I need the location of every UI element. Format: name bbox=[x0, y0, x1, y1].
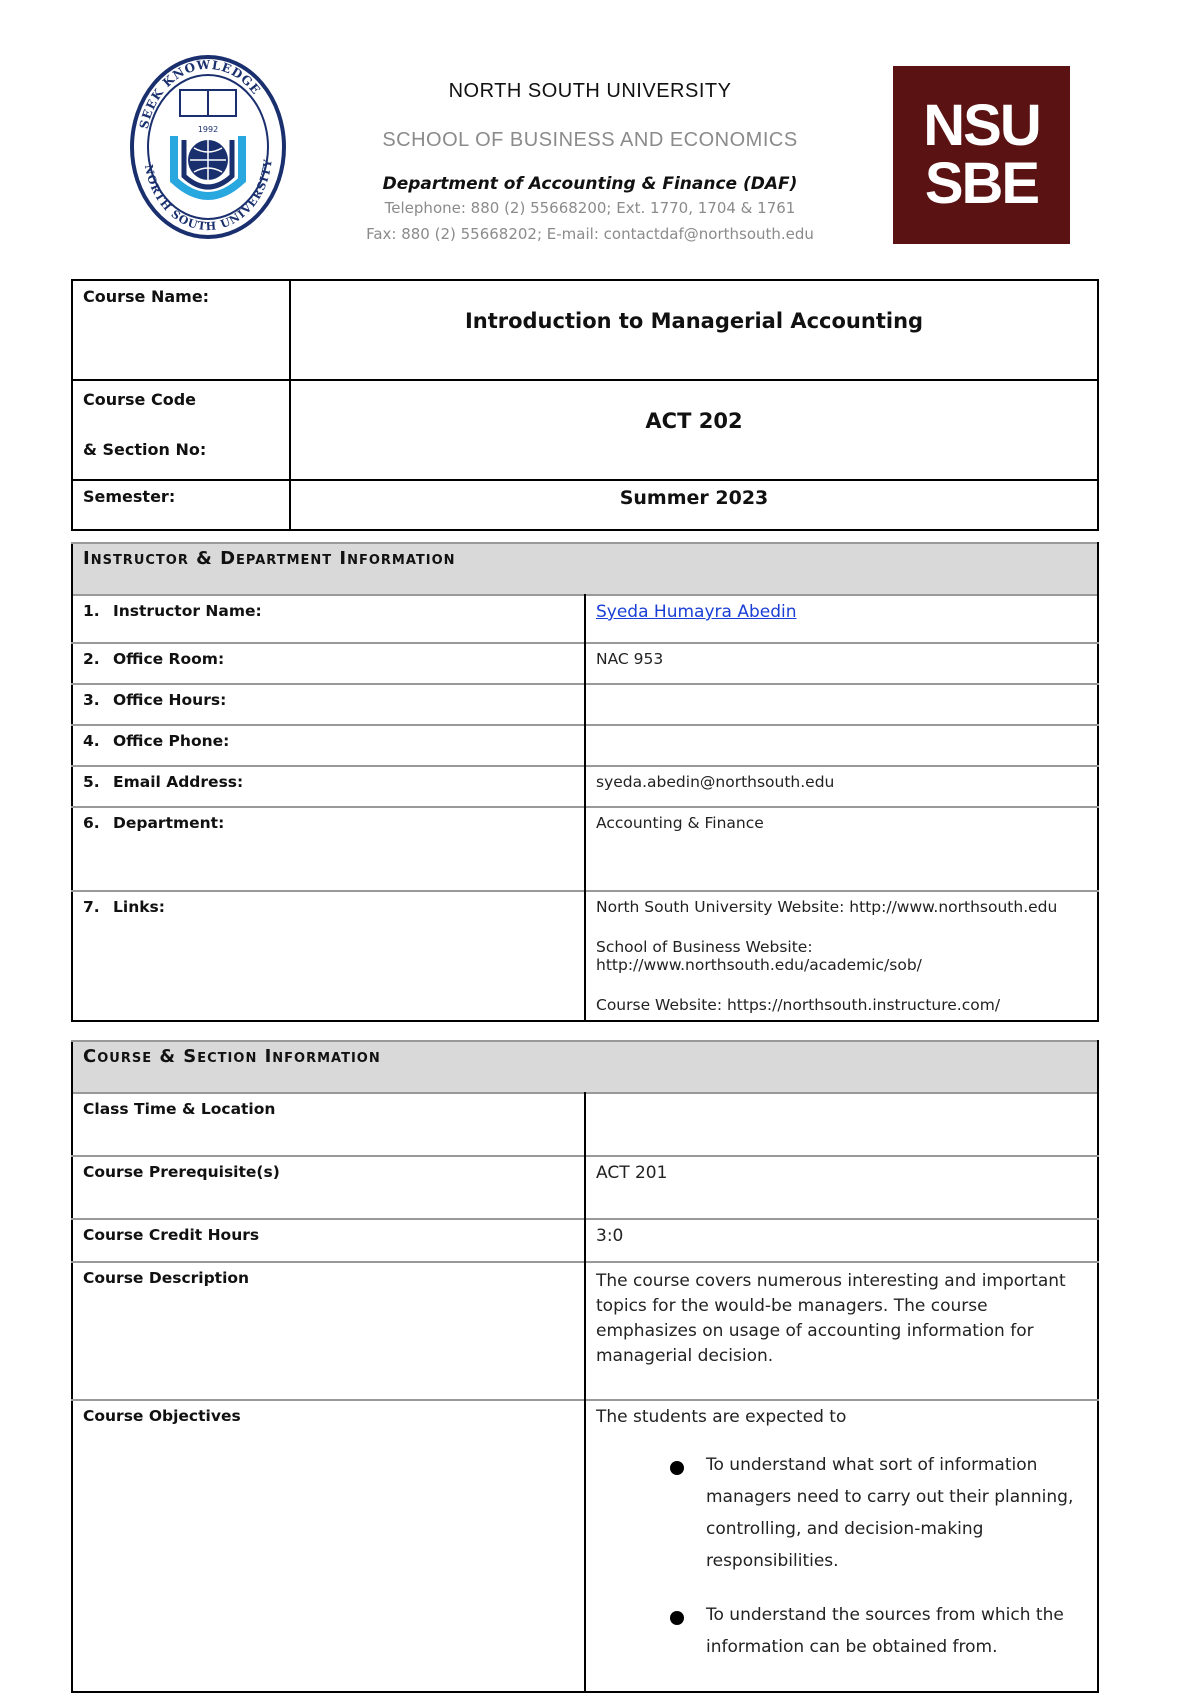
svg-text:SEEK KNOWLEDGE: SEEK KNOWLEDGE bbox=[136, 57, 264, 131]
course-code-row bbox=[72, 380, 1098, 480]
objectives-label: Course Objectives bbox=[72, 1400, 585, 1692]
email-label bbox=[72, 766, 585, 807]
credit-value: 3:0 bbox=[585, 1219, 1098, 1262]
course-code-label bbox=[72, 380, 290, 480]
fax-email-line: Fax: 880 (2) 55668202; E-mail: contactdaf@northsouth.edu bbox=[366, 225, 814, 243]
semester-row bbox=[72, 480, 1098, 530]
row-number: 3. bbox=[83, 691, 100, 709]
department-row bbox=[72, 807, 1098, 891]
prereq-value: ACT 201 bbox=[585, 1156, 1098, 1219]
row-number: 6. bbox=[83, 814, 100, 832]
nsu-seal-logo bbox=[128, 52, 288, 242]
course-code-label-line2: & Section No: bbox=[83, 440, 207, 459]
prereq-row bbox=[72, 1156, 1098, 1219]
instructor-heading-row bbox=[72, 543, 1098, 595]
class-time-row bbox=[72, 1093, 1098, 1156]
course-section-heading-row bbox=[72, 1041, 1098, 1093]
objectives-list bbox=[596, 1449, 1087, 1663]
svg-text:NORTH SOUTH UNIVERSITY: NORTH SOUTH UNIVERSITY bbox=[141, 157, 275, 234]
instructor-row bbox=[72, 595, 1098, 643]
course-name-row bbox=[72, 280, 1098, 380]
logo-line-nsu: NSU bbox=[923, 93, 1040, 158]
course-name-value: Introduction to Managerial Accounting bbox=[290, 280, 1098, 380]
objectives-cell bbox=[585, 1400, 1098, 1692]
office-hours-row bbox=[72, 684, 1098, 725]
course-section-table bbox=[71, 1040, 1099, 1693]
email-value: syeda.abedin@northsouth.edu bbox=[585, 766, 1098, 807]
email-row bbox=[72, 766, 1098, 807]
office-room-label bbox=[72, 643, 585, 684]
description-value: The course covers numerous interesting and important topics for the would-be managers. The course emphasizes on usage of accounting information for managerial decision. bbox=[585, 1262, 1098, 1400]
description-label: Course Description bbox=[72, 1262, 585, 1400]
links-row bbox=[72, 891, 1098, 1021]
instructor-name-link[interactable]: Syeda Humayra Abedin bbox=[596, 602, 797, 622]
school-name: SCHOOL OF BUSINESS AND ECONOMICS bbox=[382, 129, 798, 151]
logo-line-sbe: SBE bbox=[924, 151, 1039, 216]
header-block bbox=[310, 80, 870, 246]
row-number: 4. bbox=[83, 732, 100, 750]
office-hours-label bbox=[72, 684, 585, 725]
row-label: Department: bbox=[113, 814, 225, 832]
instructor-table bbox=[71, 542, 1099, 1022]
row-label: Office Room: bbox=[113, 650, 225, 668]
links-label bbox=[72, 891, 585, 1021]
office-phone-row bbox=[72, 725, 1098, 766]
instructor-heading: Instructor & Department Information bbox=[72, 543, 1098, 595]
office-room-row bbox=[72, 643, 1098, 684]
nsu-sbe-logo bbox=[893, 66, 1070, 244]
links-cell bbox=[585, 891, 1098, 1021]
description-row bbox=[72, 1262, 1098, 1400]
svg-text:1992: 1992 bbox=[197, 125, 219, 134]
course-code-label-line1: Course Code bbox=[83, 390, 196, 409]
objectives-intro: The students are expected to bbox=[596, 1407, 847, 1427]
office-phone-value bbox=[585, 725, 1098, 766]
course-code-value: ACT 202 bbox=[290, 380, 1098, 480]
office-hours-value bbox=[585, 684, 1098, 725]
credit-row bbox=[72, 1219, 1098, 1262]
class-time-label: Class Time & Location bbox=[72, 1093, 585, 1156]
objectives-row bbox=[72, 1400, 1098, 1692]
semester-value: Summer 2023 bbox=[290, 480, 1098, 530]
course-section-heading: Course & Section Information bbox=[72, 1041, 1098, 1093]
instructor-name-label bbox=[72, 595, 585, 643]
row-number: 7. bbox=[83, 898, 100, 916]
office-room-value: NAC 953 bbox=[585, 643, 1098, 684]
sob-website-link[interactable]: School of Business Website: http://www.northsouth.edu/academic/sob/ bbox=[596, 938, 922, 974]
row-number: 5. bbox=[83, 773, 100, 791]
row-label: Email Address: bbox=[113, 773, 244, 791]
row-number: 2. bbox=[83, 650, 100, 668]
row-label: Office Hours: bbox=[113, 691, 227, 709]
semester-label: Semester: bbox=[72, 480, 290, 530]
nsu-website-link[interactable]: North South University Website: http://www.northsouth.edu bbox=[596, 898, 1058, 916]
course-name-label: Course Name: bbox=[72, 280, 290, 380]
row-label: Office Phone: bbox=[113, 732, 230, 750]
telephone-line: Telephone: 880 (2) 55668200; Ext. 1770, 1704 & 1761 bbox=[384, 199, 796, 217]
objective-item: To understand what sort of information managers need to carry out their planning, controlling, and decision-making responsibilities. bbox=[706, 1449, 1087, 1577]
objective-item: To understand the sources from which the information can be obtained from. bbox=[706, 1599, 1087, 1663]
row-number: 1. bbox=[83, 602, 100, 620]
course-info-table bbox=[71, 279, 1099, 531]
prereq-label: Course Prerequisite(s) bbox=[72, 1156, 585, 1219]
course-website-link[interactable]: Course Website: https://northsouth.instructure.com/ bbox=[596, 996, 1001, 1014]
department-value: Accounting & Finance bbox=[585, 807, 1098, 891]
instructor-name-cell bbox=[585, 595, 1098, 643]
department-name: Department of Accounting & Finance (DAF) bbox=[382, 174, 798, 194]
office-phone-label bbox=[72, 725, 585, 766]
credit-label: Course Credit Hours bbox=[72, 1219, 585, 1262]
row-label: Links: bbox=[113, 898, 165, 916]
university-name: NORTH SOUTH UNIVERSITY bbox=[448, 80, 732, 102]
class-time-value bbox=[585, 1093, 1098, 1156]
row-label: Instructor Name: bbox=[113, 602, 262, 620]
department-label bbox=[72, 807, 585, 891]
